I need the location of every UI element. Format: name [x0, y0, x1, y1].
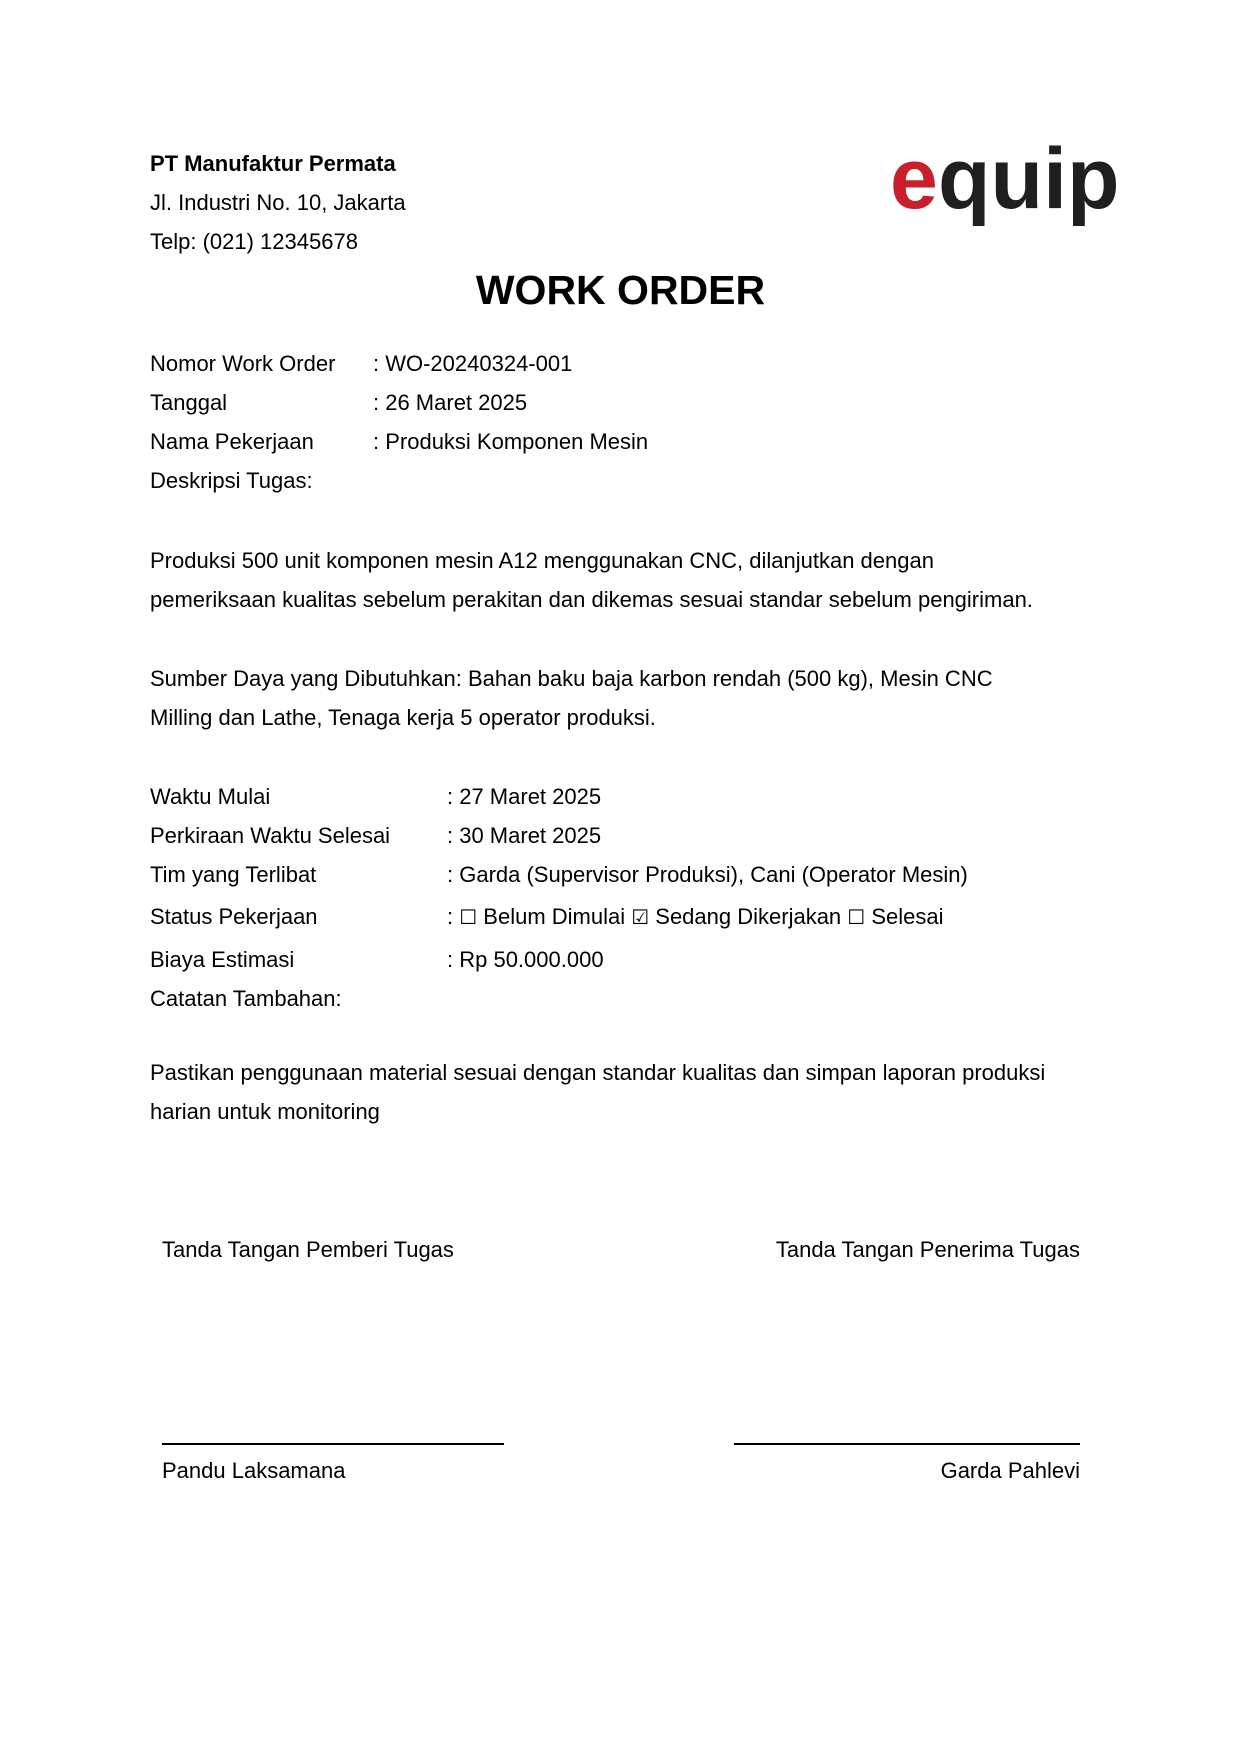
- receiver-signature-title: Tanda Tangan Penerima Tugas: [775, 1237, 1080, 1262]
- task-description-label: Deskripsi Tugas:: [150, 468, 313, 493]
- additional-notes-text: [150, 1053, 1100, 1131]
- company-name: PT Manufaktur Permata: [150, 151, 396, 176]
- company-phone: Telp: (021) 12345678: [150, 229, 358, 254]
- work-order-number-label: Nomor Work Order: [150, 351, 336, 376]
- date-value: : 26 Maret 2025: [373, 390, 528, 415]
- status-option-label: Sedang Dikerjakan: [649, 904, 848, 929]
- task-description-text: [150, 541, 1100, 619]
- estimated-finish-value: : 30 Maret 2025: [447, 823, 602, 848]
- start-time-label: Waktu Mulai: [150, 784, 271, 809]
- start-time-value: : 27 Maret 2025: [447, 784, 602, 809]
- checkbox-unchecked-icon[interactable]: ☐: [459, 905, 478, 929]
- additional-notes-label: Catatan Tambahan:: [150, 986, 342, 1011]
- checkbox-unchecked-icon[interactable]: ☐: [847, 905, 866, 929]
- equip-logo: [888, 142, 1124, 240]
- document-title: WORK ORDER: [475, 267, 766, 313]
- status-prefix: :: [447, 904, 460, 929]
- job-name-value: : Produksi Komponen Mesin: [373, 429, 649, 454]
- resources-line: Sumber Daya yang Dibutuhkan: Bahan baku baja karbon rendah (500 kg), Mesin CNC: [150, 666, 993, 691]
- resources-line: Milling dan Lathe, Tenaga kerja 5 operator produksi.: [150, 705, 656, 730]
- giver-signature-line: [162, 1443, 504, 1445]
- logo-letter-e: e: [890, 142, 938, 227]
- giver-signature-title: Tanda Tangan Pemberi Tugas: [162, 1237, 454, 1262]
- job-status-options: [447, 906, 944, 928]
- estimated-cost-value: : Rp 50.000.000: [447, 947, 604, 972]
- additional-notes-line: harian untuk monitoring: [150, 1099, 380, 1124]
- task-description-line: Produksi 500 unit komponen mesin A12 menggunakan CNC, dilanjutkan dengan: [150, 548, 934, 573]
- job-name-label: Nama Pekerjaan: [150, 429, 314, 454]
- checkbox-checked-icon[interactable]: ☑: [631, 905, 650, 929]
- task-description-line: pemeriksaan kualitas sebelum perakitan dan dikemas sesuai standar sebelum pengiriman.: [150, 587, 1033, 612]
- date-label: Tanggal: [150, 390, 228, 415]
- estimated-finish-label: Perkiraan Waktu Selesai: [150, 823, 391, 848]
- status-option-label: Selesai: [865, 904, 944, 929]
- status-option-label: Belum Dimulai: [477, 904, 632, 929]
- receiver-name: Garda Pahlevi: [940, 1458, 1080, 1483]
- company-address: Jl. Industri No. 10, Jakarta: [150, 190, 406, 215]
- job-status-label: Status Pekerjaan: [150, 904, 318, 929]
- work-order-number-value: : WO-20240324-001: [373, 351, 573, 376]
- estimated-cost-label: Biaya Estimasi: [150, 947, 295, 972]
- team-label: Tim yang Terlibat: [150, 862, 317, 887]
- receiver-signature-line: [734, 1443, 1080, 1445]
- additional-notes-line: Pastikan penggunaan material sesuai dengan standar kualitas dan simpan laporan produksi: [150, 1060, 1046, 1085]
- giver-name: Pandu Laksamana: [162, 1458, 346, 1483]
- logo-letters-quip: quip: [938, 142, 1120, 227]
- team-value: : Garda (Supervisor Produksi), Cani (Operator Mesin): [447, 862, 968, 887]
- resources-text: [150, 659, 1100, 737]
